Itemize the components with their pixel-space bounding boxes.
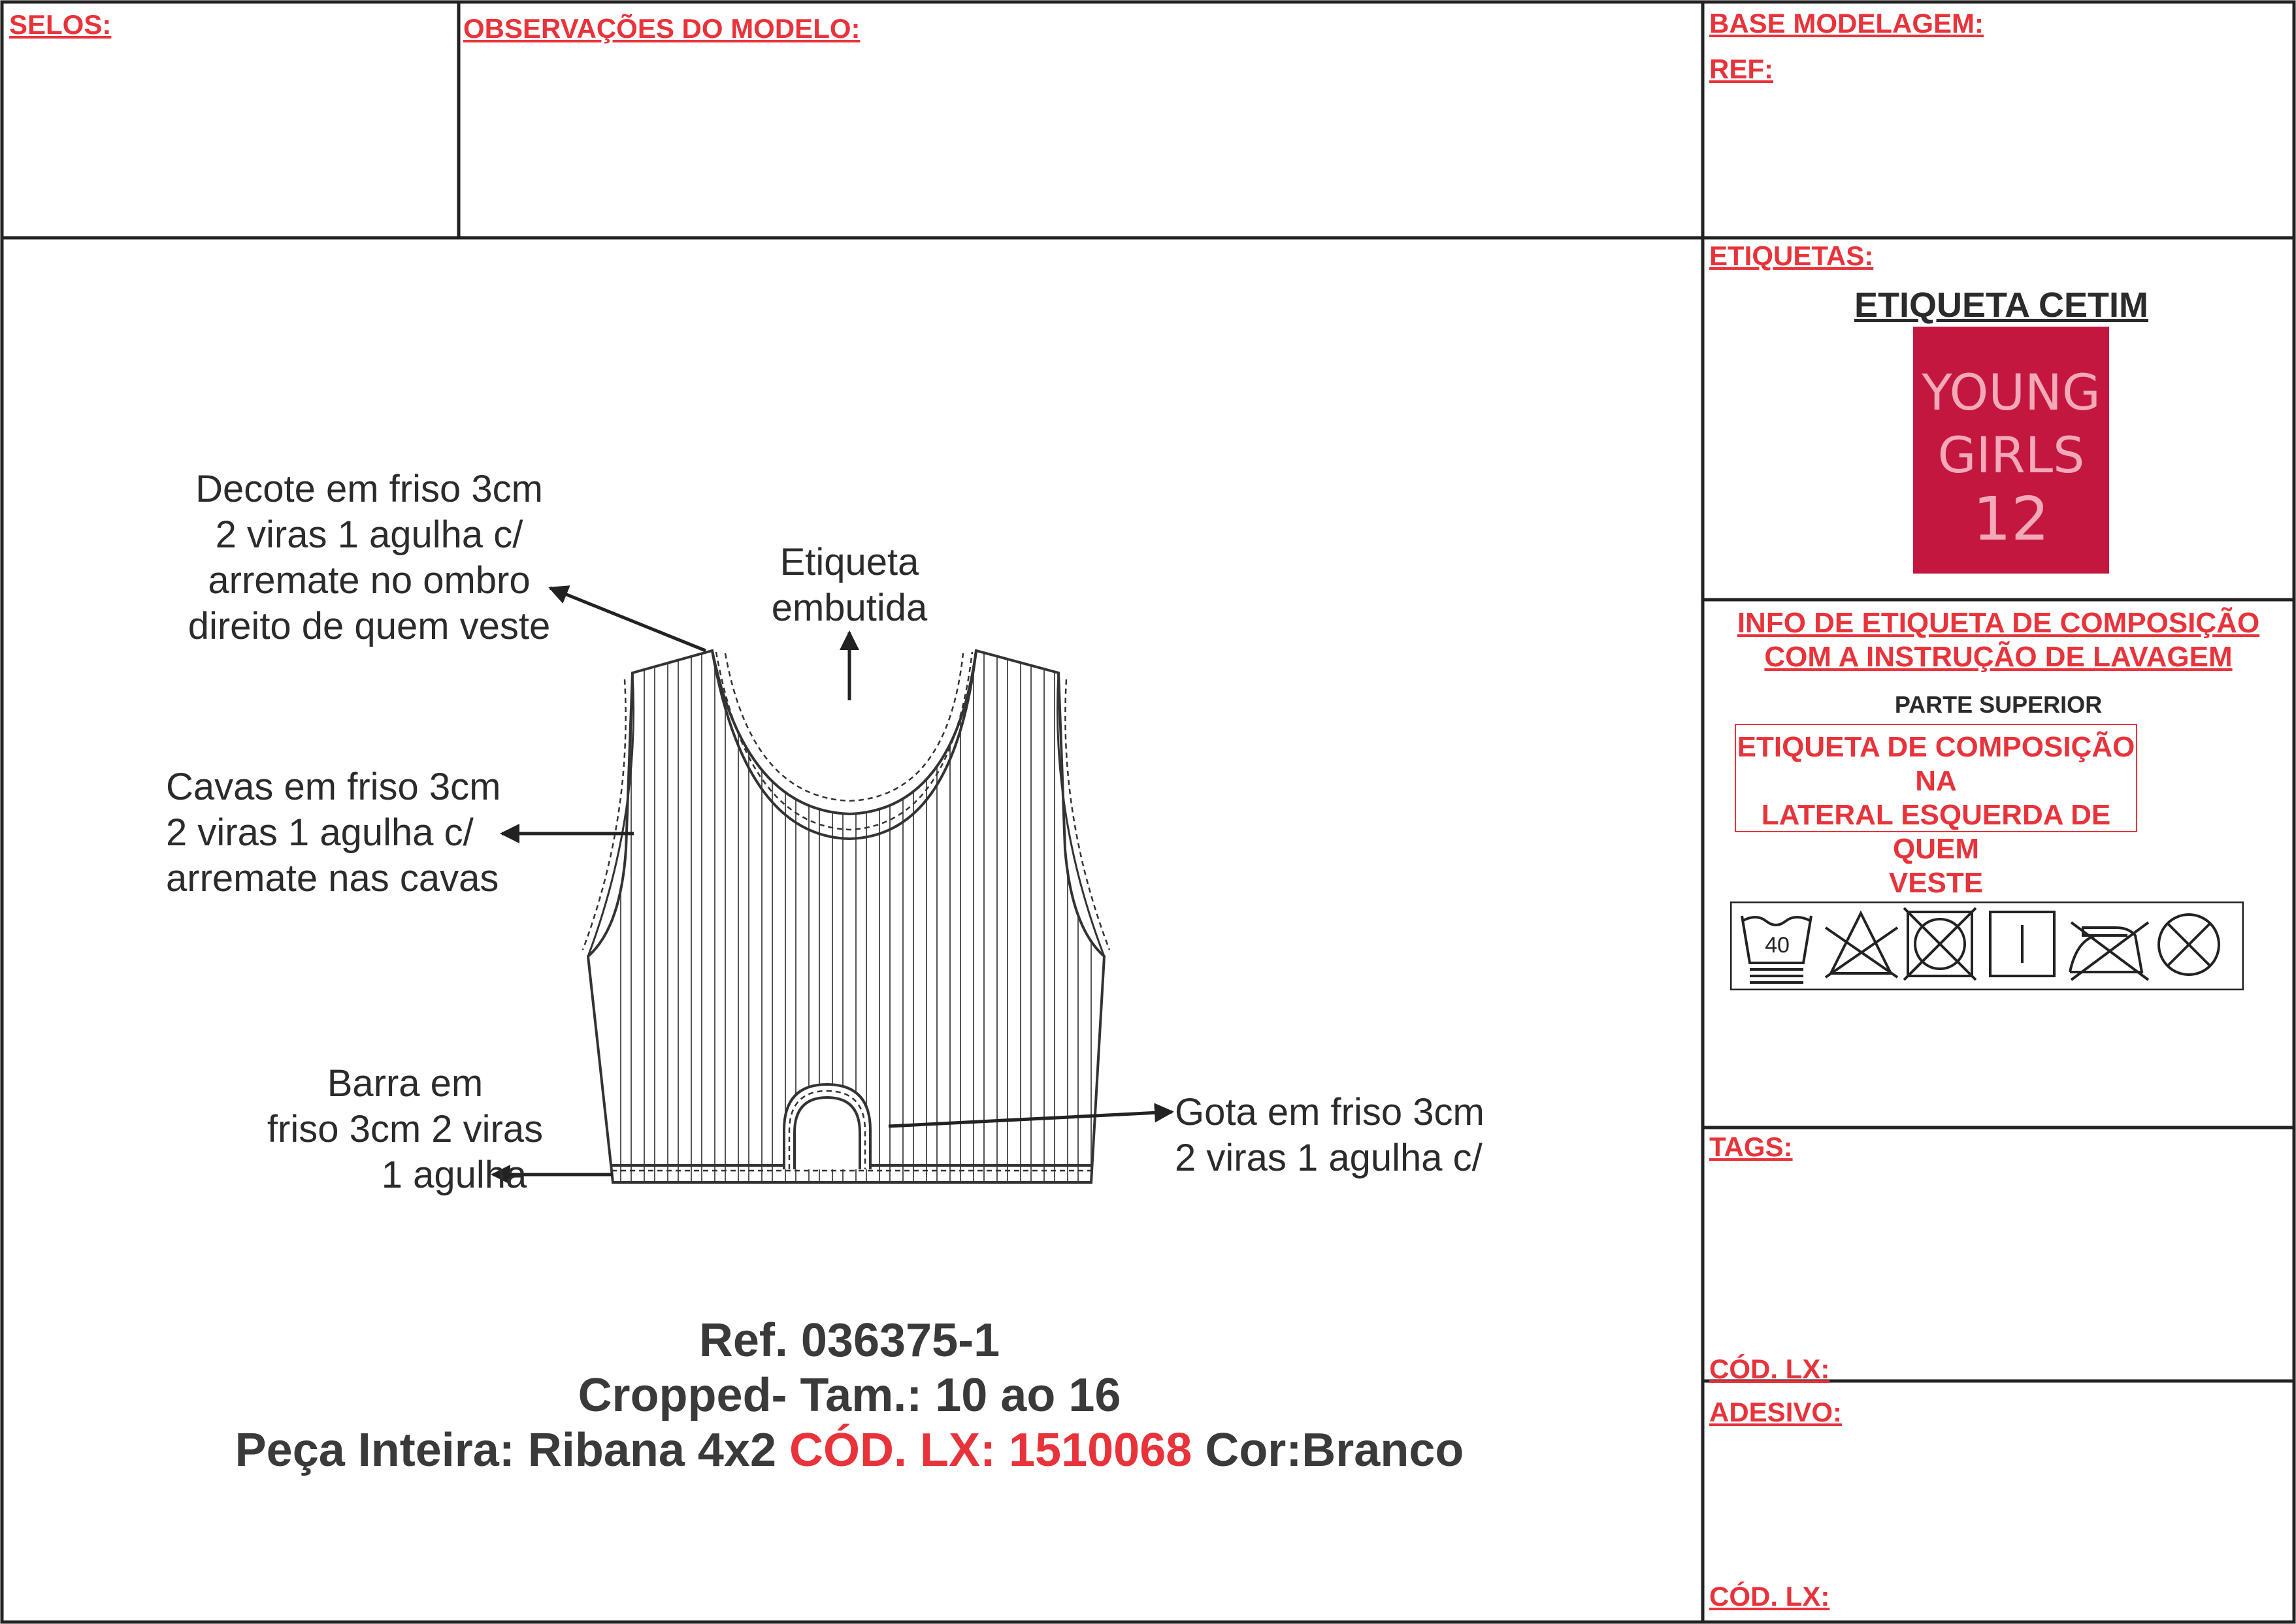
decote-line-2: 2 viras 1 agulha c/ xyxy=(215,513,523,556)
etiquetas-header: ETIQUETAS: xyxy=(1709,240,1874,271)
no-dry-clean-icon xyxy=(2159,915,2219,975)
decote-callout xyxy=(157,466,582,649)
product-fabric-line xyxy=(0,1423,1699,1478)
adesivo-header: ADESIVO: xyxy=(1709,1397,1843,1427)
barra-line-1: Barra em xyxy=(327,1062,484,1105)
gota-line-2: 2 viras 1 agulha c/ xyxy=(1175,1137,1483,1179)
decote-line-4: direito de quem veste xyxy=(188,605,551,647)
no-tumble-dry-icon xyxy=(1904,908,1976,980)
composition-part: PARTE SUPERIOR xyxy=(1894,691,2103,718)
product-fabric: Peça Inteira: Ribana 4x2 xyxy=(235,1424,790,1476)
barra-line-3: 1 agulha xyxy=(381,1154,527,1196)
decote-line-1: Decote em friso 3cm xyxy=(195,468,543,510)
cavas-line-1: Cavas em friso 3cm xyxy=(166,766,501,808)
label-title: ETIQUETA CETIM xyxy=(1854,285,2148,325)
cavas-line-2: 2 viras 1 agulha c/ xyxy=(166,811,474,854)
etiqueta-line-2: embutida xyxy=(771,587,928,629)
composition-title xyxy=(1703,606,2294,674)
product-cod-lx: CÓD. LX: 1510068 xyxy=(789,1424,1192,1476)
cavas-line-3: arremate nas cavas xyxy=(166,857,499,900)
line-dry-icon xyxy=(1990,912,2054,976)
barra-line-2: friso 3cm 2 viras xyxy=(267,1108,544,1150)
etiqueta-callout xyxy=(719,540,980,631)
observacoes-header: OBSERVAÇÕES DO MODELO: xyxy=(463,13,861,44)
composition-box-line-3: VESTE xyxy=(1888,867,1984,899)
cavas-callout xyxy=(166,764,500,901)
gota-callout xyxy=(1175,1090,1484,1181)
product-color: Cor:Branco xyxy=(1192,1424,1464,1476)
product-ref: Ref. 036375-1 xyxy=(698,1314,1000,1367)
tags-header: TAGS: xyxy=(1709,1131,1793,1162)
composition-box-line-1: ETIQUETA DE COMPOSIÇÃO NA xyxy=(1737,731,2135,797)
satin-label xyxy=(1913,327,2109,574)
svg-text:40: 40 xyxy=(1765,933,1790,958)
decote-line-3: arremate no ombro xyxy=(208,559,531,602)
adesivo-cod-lx: CÓD. LX: xyxy=(1709,1581,1830,1612)
barra-callout xyxy=(216,1061,595,1198)
wash-40-icon xyxy=(1742,916,1811,983)
ref-header: REF: xyxy=(1709,54,1773,84)
no-iron-icon xyxy=(2070,922,2148,980)
label-line-2: GIRLS xyxy=(1937,426,2085,484)
base-modelagem-header: BASE MODELAGEM: xyxy=(1709,8,1984,39)
etiqueta-line-1: Etiqueta xyxy=(779,541,919,583)
composition-title-line-1: INFO DE ETIQUETA DE COMPOSIÇÃO xyxy=(1737,607,2260,639)
label-line-1: YOUNG xyxy=(1922,363,2101,421)
composition-title-line-2: COM A INSTRUÇÃO DE LAVAGEM xyxy=(1764,641,2233,673)
tags-cod-lx: CÓD. LX: xyxy=(1709,1354,1830,1384)
product-name: Cropped- Tam.: 10 ao 16 xyxy=(578,1369,1121,1421)
selos-header: SELOS: xyxy=(9,9,112,40)
composition-box xyxy=(1735,724,2137,899)
composition-box-line-2: LATERAL ESQUERDA DE QUEM xyxy=(1761,799,2111,865)
no-bleach-icon xyxy=(1826,913,1897,977)
gota-line-1: Gota em friso 3cm xyxy=(1175,1091,1484,1133)
care-symbols-strip xyxy=(1730,901,2244,990)
label-line-3: 12 xyxy=(1973,484,2050,554)
